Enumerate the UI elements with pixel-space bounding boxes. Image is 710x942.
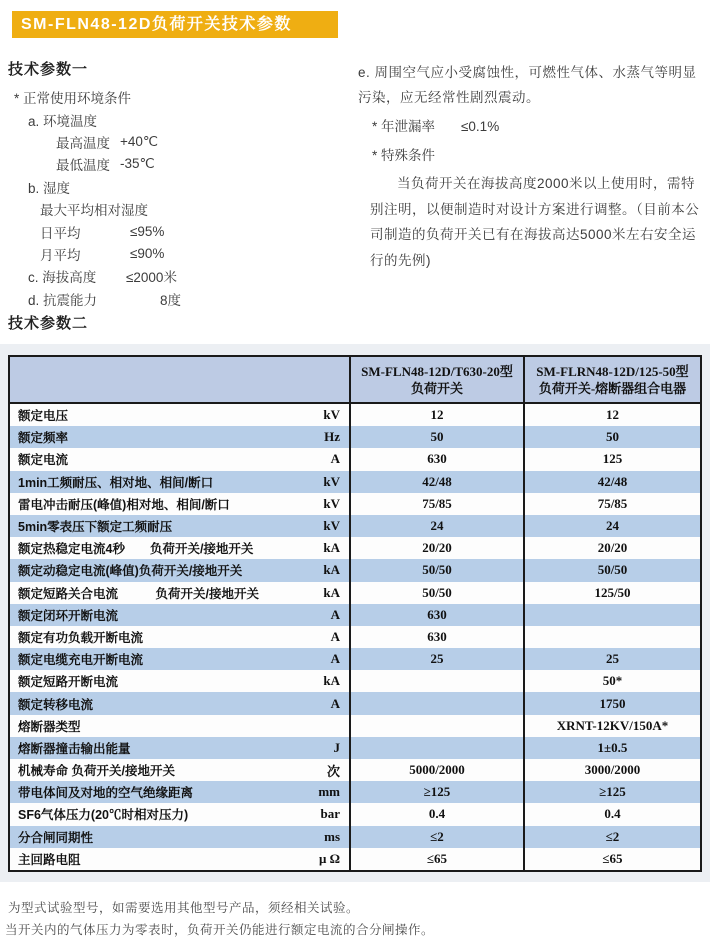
value-model-b: 50/50 bbox=[523, 559, 700, 581]
value-model-a: 5000/2000 bbox=[349, 759, 523, 781]
table-row bbox=[10, 759, 700, 781]
param-unit: A bbox=[330, 606, 340, 622]
page-title: SM-FLN48-12D负荷开关技术参数 bbox=[12, 11, 338, 38]
value-model-a bbox=[349, 737, 523, 759]
spec-table-header bbox=[10, 357, 700, 404]
model-a-name: SM-FLN48-12D/T630-20型 bbox=[361, 363, 513, 379]
env-condition-value: ≤95% bbox=[130, 224, 165, 240]
value-model-a: 24 bbox=[349, 515, 523, 537]
param-unit: kA bbox=[323, 540, 340, 556]
annual-leak-rate-value: ≤0.1% bbox=[461, 119, 500, 134]
param-unit: kA bbox=[323, 673, 340, 689]
value-model-a: 20/20 bbox=[349, 537, 523, 559]
value-model-b: ≥125 bbox=[523, 781, 700, 803]
value-model-b: ≤65 bbox=[523, 848, 700, 870]
table-row bbox=[10, 559, 700, 581]
value-model-b: 20/20 bbox=[523, 537, 700, 559]
env-condition-line bbox=[8, 131, 356, 153]
param-name-cell bbox=[10, 448, 349, 470]
table-row bbox=[10, 826, 700, 848]
env-condition-label: * 正常使用环境条件 bbox=[14, 91, 132, 107]
param-name-cell bbox=[10, 781, 349, 803]
param-name: 额定频率 bbox=[18, 431, 69, 446]
value-model-a: ≤2 bbox=[349, 826, 523, 848]
table-row bbox=[10, 471, 700, 493]
param-name-cell bbox=[10, 404, 349, 426]
model-b-name: SM-FLRN48-12D/125-50型 bbox=[536, 363, 689, 379]
env-condition-value: ≤90% bbox=[130, 246, 165, 262]
table-row bbox=[10, 848, 700, 870]
env-condition-value: 8度 bbox=[160, 292, 182, 308]
param-unit: kA bbox=[323, 584, 340, 600]
value-model-b: 125/50 bbox=[523, 582, 700, 604]
param-name: 机械寿命 负荷开关/接地开关 bbox=[18, 764, 175, 779]
param-name-cell bbox=[10, 559, 349, 581]
value-model-b: 24 bbox=[523, 515, 700, 537]
env-condition-label: 日平均 bbox=[40, 225, 81, 241]
value-model-a: 12 bbox=[349, 404, 523, 426]
param-name: 额定热稳定电流4秒 负荷开关/接地开关 bbox=[18, 542, 254, 557]
env-condition-line bbox=[8, 153, 356, 175]
value-model-b: 25 bbox=[523, 648, 700, 670]
param-name-cell bbox=[10, 737, 349, 759]
value-model-a: 0.4 bbox=[349, 803, 523, 825]
spec-table-body bbox=[10, 404, 700, 870]
table-row bbox=[10, 493, 700, 515]
special-conditions-label: * 特殊条件 bbox=[372, 148, 436, 163]
env-condition-value: -35℃ bbox=[120, 156, 155, 172]
value-model-b: 42/48 bbox=[523, 471, 700, 493]
param-name: 带电体间及对地的空气绝缘距离 bbox=[18, 786, 194, 801]
param-name-cell bbox=[10, 692, 349, 714]
value-model-a: 42/48 bbox=[349, 471, 523, 493]
param-unit: kV bbox=[323, 518, 340, 534]
value-model-b: 0.4 bbox=[523, 803, 700, 825]
param-name: 熔断器类型 bbox=[18, 719, 81, 734]
value-model-a: 50/50 bbox=[349, 582, 523, 604]
param-unit: bar bbox=[320, 806, 340, 822]
header-cell-parameter bbox=[10, 357, 349, 402]
param-unit: mm bbox=[318, 784, 340, 800]
param-name: 主回路电阻 bbox=[18, 852, 81, 867]
section2-heading: 技术参数二 bbox=[8, 314, 89, 332]
value-model-b: 50 bbox=[523, 426, 700, 448]
value-model-a: 75/85 bbox=[349, 493, 523, 515]
param-name: 额定闭环开断电流 bbox=[18, 608, 119, 623]
model-b-type: 负荷开关-熔断器组合电器 bbox=[538, 380, 687, 396]
annual-leak-rate-label: * 年泄漏率 bbox=[372, 119, 436, 134]
param-unit: A bbox=[330, 651, 340, 667]
param-name: 额定短路开断电流 bbox=[18, 675, 119, 690]
param-name: 额定电流 bbox=[18, 453, 69, 468]
param-name: 额定动稳定电流(峰值)负荷开关/接地开关 bbox=[18, 564, 243, 579]
param-name: 1min工频耐压、相对地、相间/断口 bbox=[18, 475, 214, 490]
value-model-b: 3000/2000 bbox=[523, 759, 700, 781]
value-model-a: 25 bbox=[349, 648, 523, 670]
param-name-cell bbox=[10, 604, 349, 626]
param-unit: A bbox=[330, 695, 340, 711]
footnote-zero-pressure: 当开关内的气体压力为零表时，负荷开关仍能进行额定电流的合分闸操作。 bbox=[5, 923, 435, 937]
env-condition-value: +40℃ bbox=[120, 133, 159, 149]
section-technical-params-1 bbox=[8, 58, 356, 336]
footnote-type-test: 为型式试验型号，如需要选用其他型号产品，须经相关试验。 bbox=[8, 901, 360, 915]
param-name: 额定有功负载开断电流 bbox=[18, 630, 144, 645]
table-row bbox=[10, 582, 700, 604]
env-condition-label: b. 湿度 bbox=[28, 180, 71, 196]
param-name-cell bbox=[10, 759, 349, 781]
param-unit: kV bbox=[323, 473, 340, 489]
header-cell-model-b bbox=[523, 357, 700, 402]
value-model-a: 630 bbox=[349, 604, 523, 626]
table-row bbox=[10, 537, 700, 559]
param-name: 熔断器撞击输出能量 bbox=[18, 741, 131, 756]
param-name: 雷电冲击耐压(峰值)相对地、相间/断口 bbox=[18, 497, 230, 512]
section-notes-right bbox=[358, 60, 708, 273]
table-row bbox=[10, 737, 700, 759]
value-model-b bbox=[523, 626, 700, 648]
value-model-a bbox=[349, 670, 523, 692]
param-name-cell bbox=[10, 471, 349, 493]
param-name-cell bbox=[10, 670, 349, 692]
param-name-cell bbox=[10, 848, 349, 870]
value-model-a: 50 bbox=[349, 426, 523, 448]
env-condition-label: a. 环境温度 bbox=[28, 113, 98, 129]
value-model-b: 12 bbox=[523, 404, 700, 426]
param-unit: 次 bbox=[326, 763, 340, 779]
value-model-b: 1750 bbox=[523, 692, 700, 714]
value-model-b: 125 bbox=[523, 448, 700, 470]
param-name-cell bbox=[10, 426, 349, 448]
table-row bbox=[10, 515, 700, 537]
table-row bbox=[10, 448, 700, 470]
env-condition-label: c. 海拔高度 bbox=[28, 270, 97, 286]
env-condition-value: ≤2000米 bbox=[126, 270, 177, 286]
env-condition-line bbox=[8, 265, 356, 287]
param-name: 额定转移电流 bbox=[18, 697, 94, 712]
value-model-a: 630 bbox=[349, 626, 523, 648]
value-model-b: 50* bbox=[523, 670, 700, 692]
env-condition-line bbox=[8, 108, 356, 130]
env-condition-line bbox=[8, 198, 356, 220]
param-name: SF6气体压力(20℃时相对压力) bbox=[18, 808, 189, 823]
value-model-b: 75/85 bbox=[523, 493, 700, 515]
value-model-a: 630 bbox=[349, 448, 523, 470]
table-row bbox=[10, 626, 700, 648]
param-name: 额定电压 bbox=[18, 409, 69, 424]
note-item-e: e. 周围空气应小受腐蚀性，可燃性气体、水蒸气等明显污染，应无经常性剧烈震动。 bbox=[358, 65, 697, 105]
param-name: 额定电缆充电开断电流 bbox=[18, 653, 144, 668]
env-condition-line bbox=[8, 288, 356, 310]
environment-conditions-list bbox=[8, 86, 356, 310]
value-model-a bbox=[349, 715, 523, 737]
model-a-type: 负荷开关 bbox=[410, 380, 463, 396]
value-model-a: ≤65 bbox=[349, 848, 523, 870]
param-unit: A bbox=[330, 628, 340, 644]
value-model-b: XRNT-12KV/150A* bbox=[523, 715, 700, 737]
value-model-b: 1±0.5 bbox=[523, 737, 700, 759]
env-condition-line bbox=[8, 176, 356, 198]
table-row bbox=[10, 604, 700, 626]
param-name-cell bbox=[10, 626, 349, 648]
value-model-a: ≥125 bbox=[349, 781, 523, 803]
param-unit: kA bbox=[323, 562, 340, 578]
table-row bbox=[10, 781, 700, 803]
param-unit: μ Ω bbox=[318, 850, 340, 866]
value-model-a: 50/50 bbox=[349, 559, 523, 581]
annual-leak-rate-line bbox=[358, 114, 708, 139]
env-condition-line bbox=[8, 243, 356, 265]
param-name-cell bbox=[10, 715, 349, 737]
env-condition-line bbox=[8, 220, 356, 242]
param-name: 5min零表压下额定工频耐压 bbox=[18, 520, 173, 535]
param-name-cell bbox=[10, 537, 349, 559]
param-unit: J bbox=[333, 739, 340, 755]
param-name-cell bbox=[10, 493, 349, 515]
table-row bbox=[10, 670, 700, 692]
table-row bbox=[10, 692, 700, 714]
env-condition-label: 月平均 bbox=[40, 247, 81, 263]
param-name-cell bbox=[10, 582, 349, 604]
section1-heading: 技术参数一 bbox=[8, 61, 89, 78]
env-condition-line bbox=[8, 86, 356, 108]
value-model-b bbox=[523, 604, 700, 626]
param-name-cell bbox=[10, 826, 349, 848]
env-condition-label: d. 抗震能力 bbox=[28, 292, 98, 308]
param-name: 额定短路关合电流 负荷开关/接地开关 bbox=[18, 586, 259, 601]
param-unit: kV bbox=[323, 407, 340, 423]
param-unit: A bbox=[330, 451, 340, 467]
param-unit: kV bbox=[323, 495, 340, 511]
param-unit: ms bbox=[324, 828, 340, 844]
table-row bbox=[10, 803, 700, 825]
param-unit: Hz bbox=[324, 429, 340, 445]
table-row bbox=[10, 648, 700, 670]
param-name-cell bbox=[10, 515, 349, 537]
value-model-a bbox=[349, 692, 523, 714]
env-condition-label: 最高温度 bbox=[56, 135, 110, 151]
table-row bbox=[10, 404, 700, 426]
table-row bbox=[10, 715, 700, 737]
header-cell-model-a bbox=[349, 357, 523, 402]
param-name: 分合闸同期性 bbox=[18, 830, 94, 845]
env-condition-label: 最大平均相对湿度 bbox=[40, 203, 148, 219]
param-name-cell bbox=[10, 803, 349, 825]
param-name-cell bbox=[10, 648, 349, 670]
spec-table bbox=[8, 355, 702, 872]
special-conditions-text: 当负荷开关在海拔高度2000米以上使用时，需特别注明，以便制造时对设计方案进行调整。（目前本公司制造的负荷开关已有在海拔高达5000米左右安全运行的先例) bbox=[370, 176, 700, 268]
env-condition-label: 最低温度 bbox=[56, 158, 110, 174]
value-model-b: ≤2 bbox=[523, 826, 700, 848]
table-row bbox=[10, 426, 700, 448]
